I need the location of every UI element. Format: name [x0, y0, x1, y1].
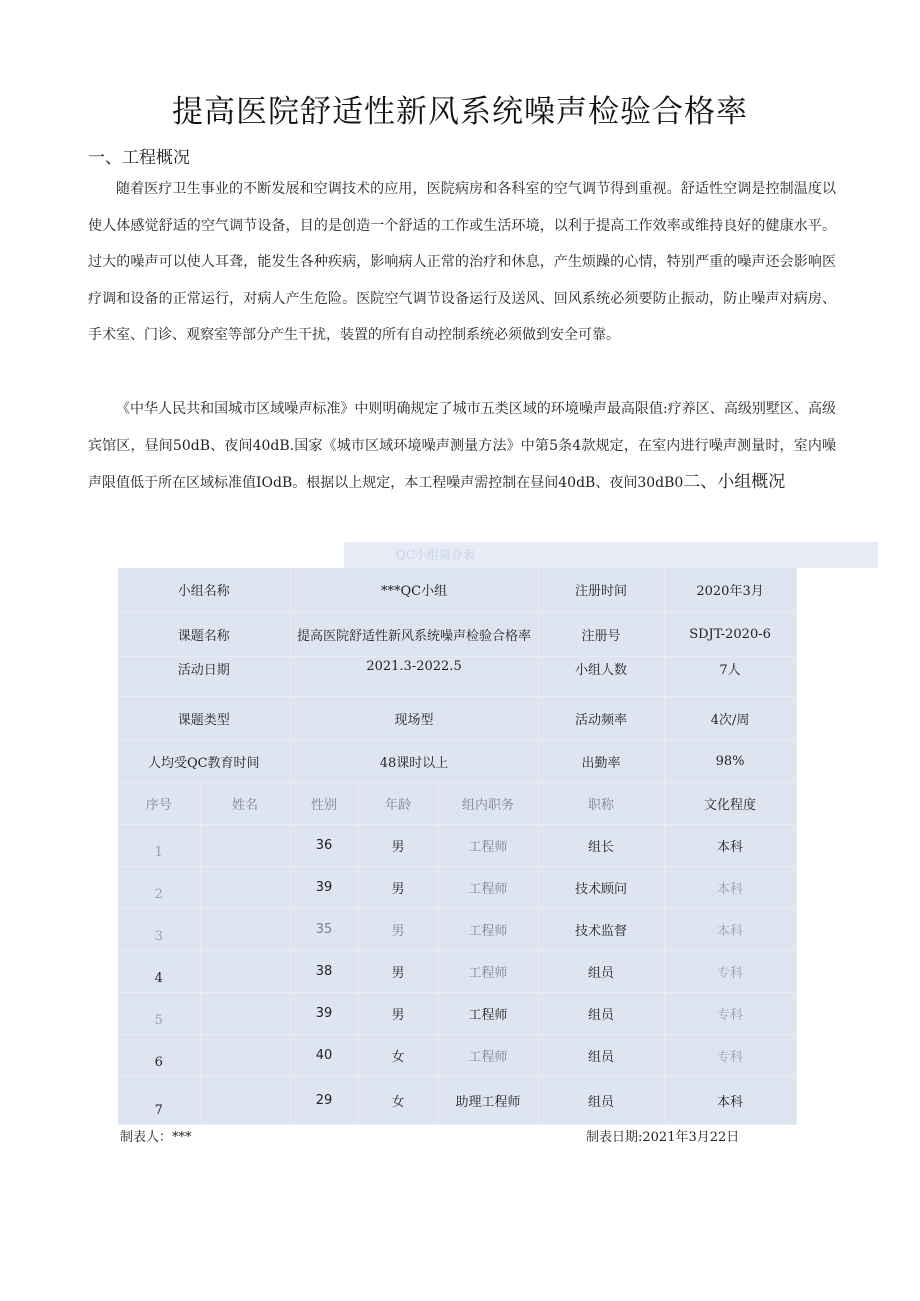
member-gender: 男	[358, 824, 438, 866]
member-education: 本科	[664, 866, 796, 908]
member-title: 组长	[538, 824, 664, 866]
member-no: 1	[118, 824, 200, 866]
member-name	[200, 950, 290, 992]
member-row	[118, 1076, 796, 1124]
attendance-value: 98%	[664, 740, 796, 782]
member-name	[200, 824, 290, 866]
member-role: 工程师	[438, 908, 538, 950]
info-row-topic	[118, 612, 796, 656]
member-row	[118, 866, 796, 908]
header-gender: 性别	[290, 782, 358, 824]
paragraph-overview: 随着医疗卫生事业的不断发展和空调技术的应用，医院病房和各科室的空气调节得到重视。舒适性空调是控制温度以使人体感觉舒适的空气调节设备，目的是创造一个舒适的工作或生活环境，以利于提高工作效率或维持良好的健康水平。过大的噪声可以使人耳聋，能发生各种疾病，影响病人正常的治疗和休息，产生烦躁的心情，特别严重的噪声还会影响医疗调和设备的正常运行，对病人产生危险。医院空气调节设备运行及送风、回风系统必须要防止振动，防止噪声对病房、手术室、门诊、观察室等部分产生干扰，装置的所有自动控制系统必须做到安全可靠。	[88, 181, 836, 344]
member-row	[118, 1034, 796, 1076]
member-role: 工程师	[438, 992, 538, 1034]
activity-date-value: 2021.3-2022.5	[290, 656, 538, 696]
member-age: 38	[290, 950, 358, 992]
member-education: 本科	[664, 1076, 796, 1124]
reg-no-value: SDJT-2020-6	[664, 612, 796, 656]
header-title: 职称	[538, 782, 664, 824]
header-no: 序号	[118, 782, 200, 824]
member-title: 组员	[538, 1034, 664, 1076]
member-education: 本科	[664, 824, 796, 866]
member-name	[200, 1076, 290, 1124]
members-count-value: 7人	[664, 656, 796, 696]
activity-date-label: 活动日期	[118, 656, 290, 696]
member-row	[118, 950, 796, 992]
member-gender: 男	[358, 866, 438, 908]
member-age: 29	[290, 1076, 358, 1124]
member-name	[200, 866, 290, 908]
table-date: 制表日期:2021年3月22日	[586, 1130, 740, 1145]
member-header-row	[118, 782, 796, 824]
edu-label: 人均受QC教育时间	[118, 740, 290, 782]
member-gender: 男	[358, 908, 438, 950]
header-role: 组内职务	[438, 782, 538, 824]
header-age: 年龄	[358, 782, 438, 824]
member-education: 专科	[664, 992, 796, 1034]
member-education: 专科	[664, 1034, 796, 1076]
member-title: 组员	[538, 1076, 664, 1124]
group-name-label: 小组名称	[118, 568, 290, 612]
members-count-label: 小组人数	[538, 656, 664, 696]
member-age: 35	[290, 908, 358, 950]
table-caption: QC小组简介表	[396, 548, 476, 562]
topic-value: 提高医院舒适性新风系统噪声检验合格率	[290, 612, 538, 656]
section-heading-group: 二、小组概况	[683, 472, 786, 493]
document-title: 提高医院舒适性新风系统噪声检验合格率	[172, 94, 748, 130]
member-no: 2	[118, 866, 200, 908]
member-no: 3	[118, 908, 200, 950]
info-row-activity-date	[118, 656, 796, 676]
member-role: 工程师	[438, 866, 538, 908]
paragraph-noise-standard-text: 《中华人民共和国城市区域噪声标准》中则明确规定了城市五类区域的环境噪声最高限值:疗养区、高级别墅区、高级宾馆区，昼间50dB、夜间40dB.国家《城市区域环境噪声测量方法》中第5条4款规定，在室内进行噪声测量时，室内噪声限值低于所在区域标准值IOdB。根据以上规定，本工程噪声需控制在昼间40dB、夜间30dB0	[88, 401, 836, 492]
topic-type-label: 课题类型	[118, 696, 290, 740]
header-education: 文化程度	[664, 782, 796, 824]
attendance-label: 出勤率	[538, 740, 664, 782]
topic-type-value: 现场型	[290, 696, 538, 740]
member-age: 39	[290, 866, 358, 908]
topic-label: 课题名称	[118, 612, 290, 656]
member-age: 36	[290, 824, 358, 866]
qc-group-table	[118, 568, 797, 1125]
member-row	[118, 992, 796, 1034]
member-no: 5	[118, 992, 200, 1034]
info-row-education	[118, 740, 796, 782]
member-education: 专科	[664, 950, 796, 992]
member-age: 40	[290, 1034, 358, 1076]
group-name-value: ***QC小组	[290, 568, 538, 612]
reg-no-label: 注册号	[538, 612, 664, 656]
member-role: 工程师	[438, 1034, 538, 1076]
member-name	[200, 1034, 290, 1076]
member-no: 4	[118, 950, 200, 992]
edu-value: 48课时以上	[290, 740, 538, 782]
frequency-label: 活动频率	[538, 696, 664, 740]
member-title: 技术顾问	[538, 866, 664, 908]
member-title: 组员	[538, 992, 664, 1034]
member-age: 39	[290, 992, 358, 1034]
info-row-topic-type	[118, 696, 796, 740]
member-gender: 女	[358, 1034, 438, 1076]
member-title: 技术监督	[538, 908, 664, 950]
member-role: 工程师	[438, 950, 538, 992]
reg-time-label: 注册时间	[538, 568, 664, 612]
section-heading-overview: 一、工程概况	[88, 148, 190, 168]
member-title: 组员	[538, 950, 664, 992]
header-name: 姓名	[200, 782, 290, 824]
member-gender: 男	[358, 992, 438, 1034]
member-education: 本科	[664, 908, 796, 950]
reg-time-value: 2020年3月	[664, 568, 796, 612]
member-name	[200, 992, 290, 1034]
member-role: 助理工程师	[438, 1076, 538, 1124]
member-gender: 男	[358, 950, 438, 992]
member-gender: 女	[358, 1076, 438, 1124]
member-name	[200, 908, 290, 950]
member-no: 7	[118, 1076, 200, 1124]
member-row	[118, 908, 796, 950]
table-maker: 制表人：***	[120, 1130, 192, 1145]
member-no: 6	[118, 1034, 200, 1076]
member-role: 工程师	[438, 824, 538, 866]
info-row-group-name	[118, 568, 796, 612]
paragraph-noise-standard	[88, 391, 836, 502]
frequency-value: 4次/周	[664, 696, 796, 740]
member-row	[118, 824, 796, 866]
